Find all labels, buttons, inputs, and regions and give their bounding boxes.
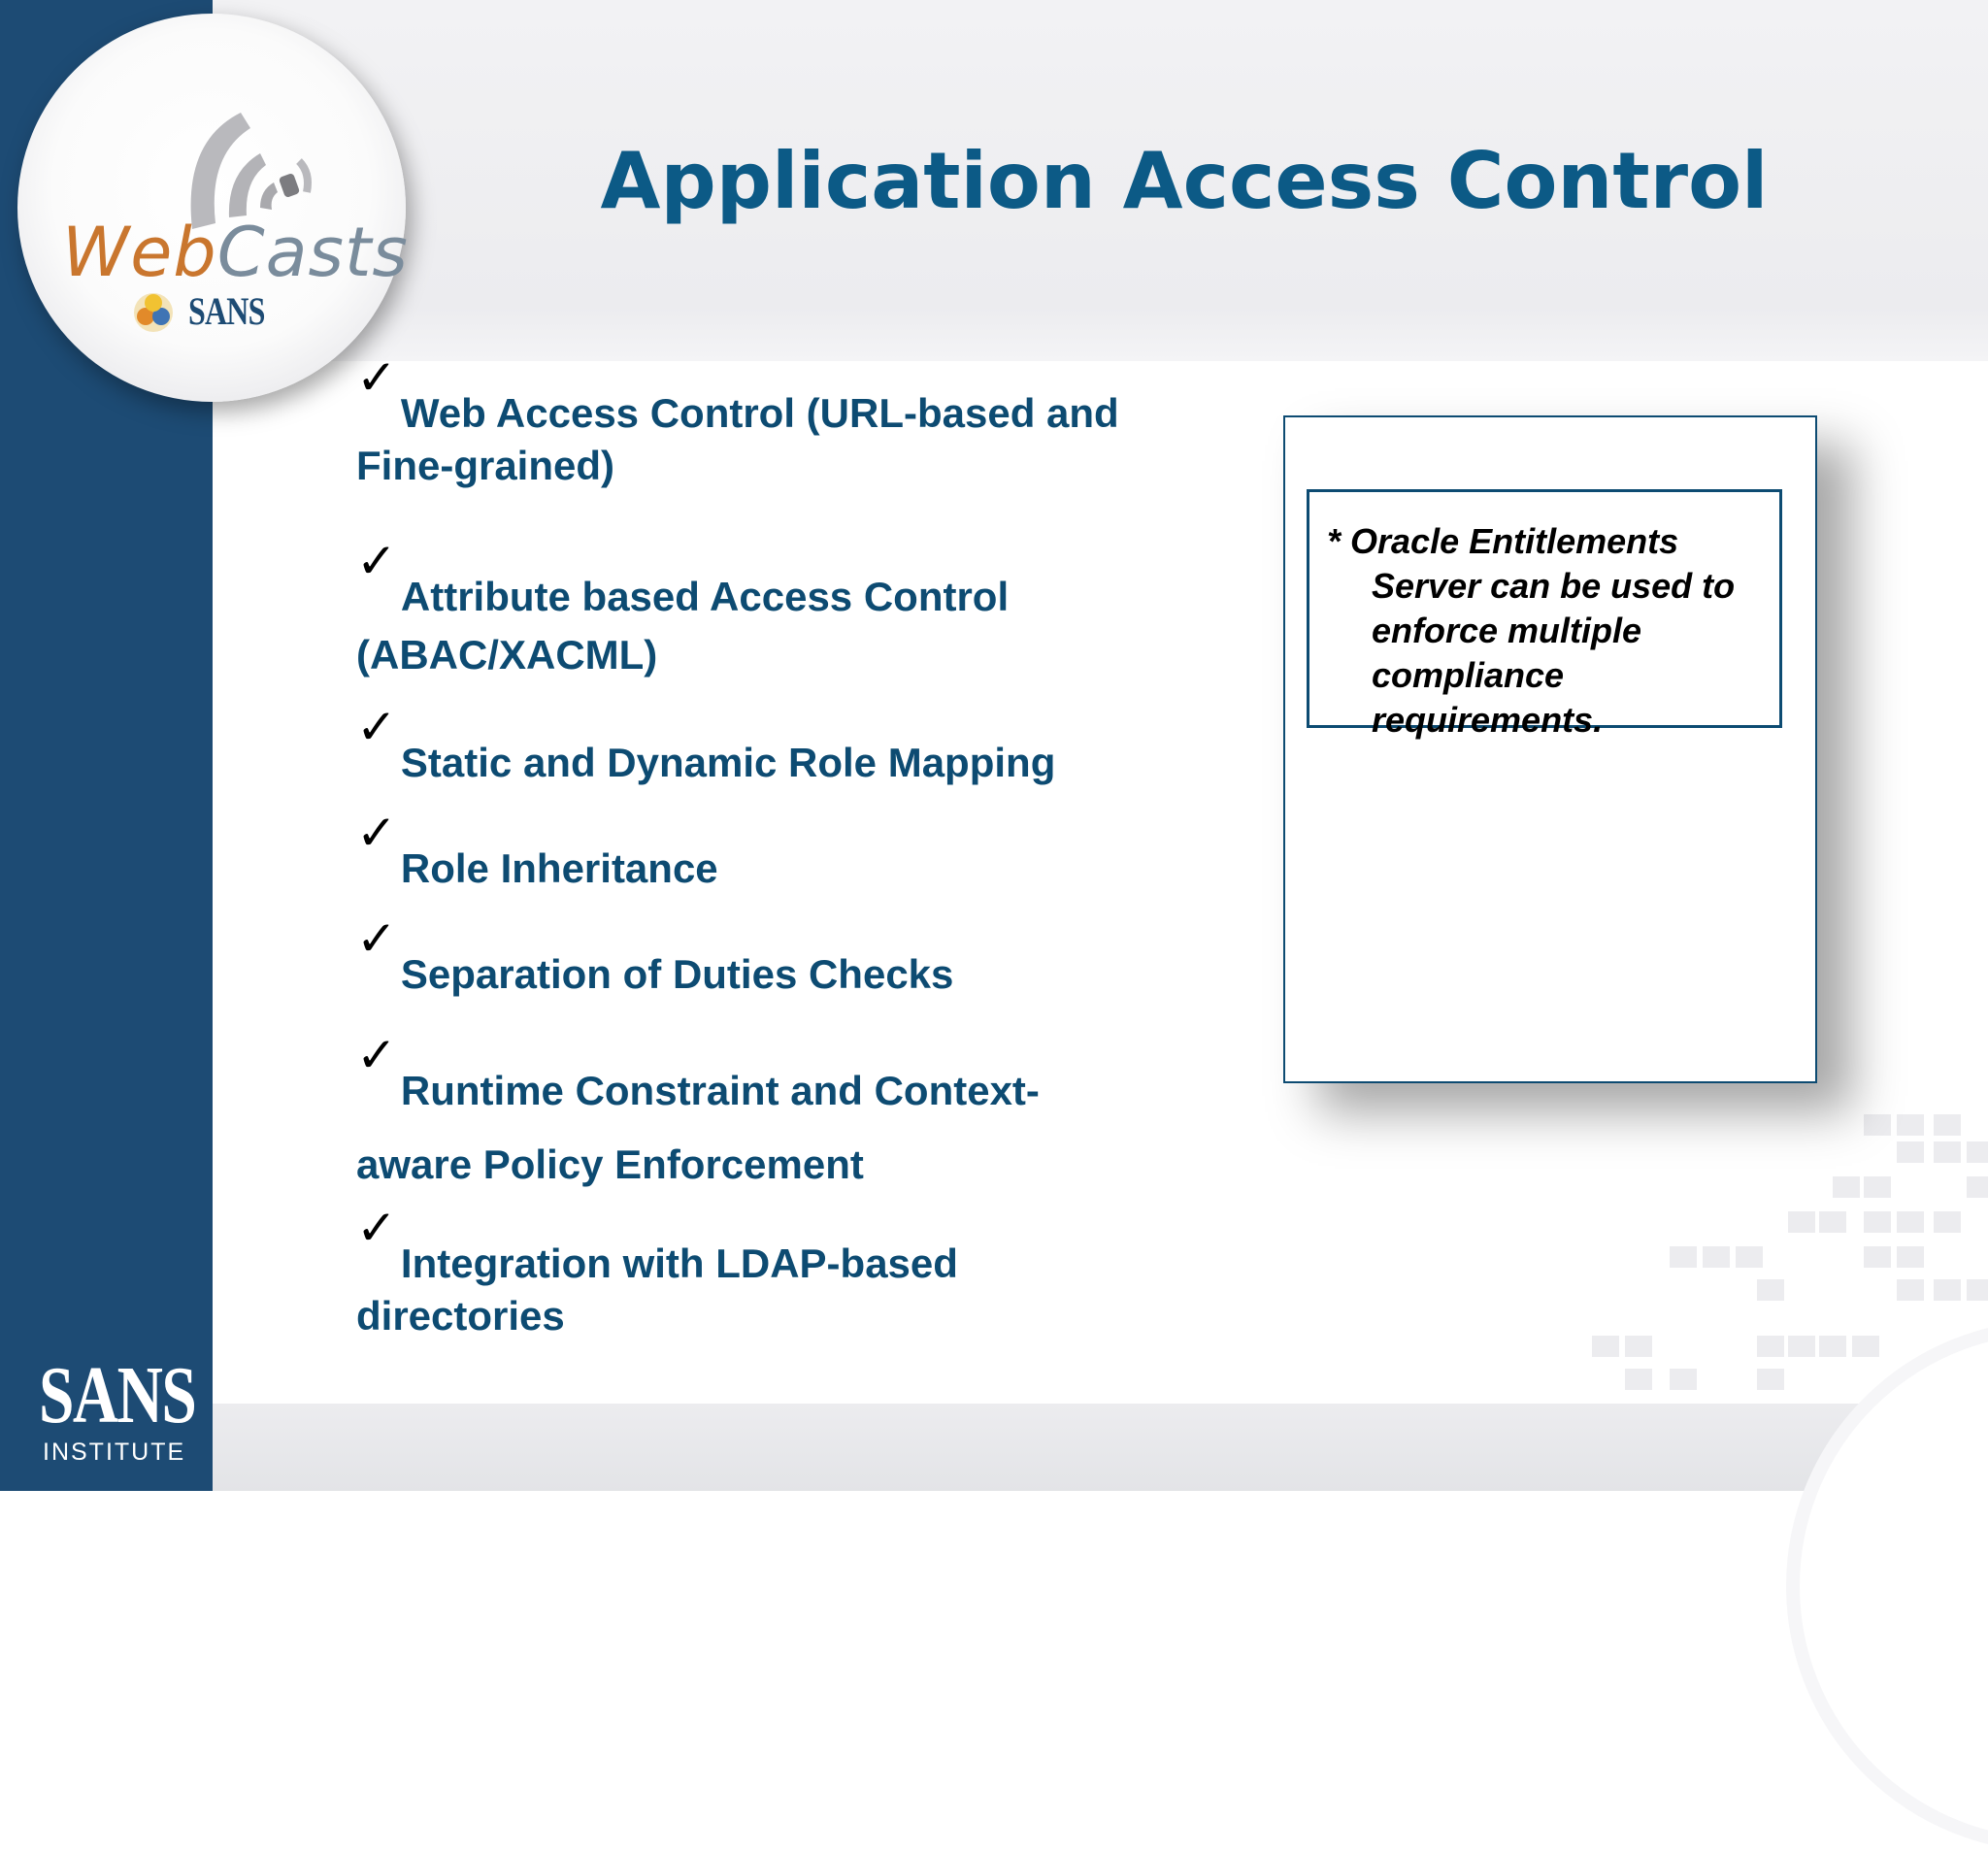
checkmark-icon: ✓ bbox=[356, 349, 397, 406]
bullet-item bbox=[356, 533, 1230, 684]
bullet-item bbox=[356, 805, 1230, 895]
sans-dots-icon bbox=[126, 287, 181, 334]
slide-title: Application Access Control bbox=[600, 136, 1769, 226]
bullet-item bbox=[356, 1200, 1230, 1342]
bullet-line1: Attribute based Access Control bbox=[400, 574, 1010, 619]
bullet-line2: (ABAC/XACML) bbox=[356, 632, 658, 678]
logo-web-text: Web bbox=[62, 213, 217, 292]
bullet-line2: Fine-grained) bbox=[356, 443, 615, 488]
note-box bbox=[1307, 489, 1782, 740]
bullet-line1: Static and Dynamic Role Mapping bbox=[400, 740, 1056, 785]
bullet-line2: directories bbox=[356, 1293, 565, 1339]
checkmark-icon: ✓ bbox=[356, 910, 397, 967]
checkmark-icon: ✓ bbox=[356, 533, 397, 589]
webcasts-wordmark bbox=[62, 213, 409, 292]
bullet-item bbox=[356, 910, 1230, 1001]
logo-sans-sub bbox=[126, 287, 283, 334]
logo-sans-text: SANS bbox=[188, 288, 265, 333]
checkmark-icon: ✓ bbox=[356, 699, 397, 755]
side-panel bbox=[1283, 415, 1817, 1083]
checkmark-icon: ✓ bbox=[356, 805, 397, 861]
logo-casts-text: Casts bbox=[216, 213, 409, 292]
footer-strip bbox=[213, 1404, 1988, 1491]
bullet-line1: Runtime Constraint and Context- bbox=[400, 1068, 1040, 1113]
checkmark-icon: ✓ bbox=[356, 1200, 397, 1256]
bullet-item bbox=[356, 699, 1230, 789]
sans-institute-logo bbox=[39, 1350, 196, 1467]
bullet-item bbox=[356, 1027, 1230, 1202]
bullet-line1: Role Inheritance bbox=[400, 845, 718, 891]
bullet-line2: aware Policy Enforcement bbox=[356, 1141, 864, 1187]
bullet-line1: Separation of Duties Checks bbox=[400, 951, 954, 997]
sans-logo-name: SANS bbox=[39, 1350, 196, 1440]
note-text: * Oracle Entitlements Server can be used to enforce multiple compliance requirements. bbox=[1327, 521, 1736, 740]
webcasts-logo bbox=[17, 14, 409, 402]
bullet-item bbox=[356, 349, 1230, 492]
sans-logo-tagline: INSTITUTE bbox=[43, 1439, 186, 1466]
checkmark-icon: ✓ bbox=[356, 1027, 397, 1083]
bullet-line1: Integration with LDAP-based bbox=[400, 1240, 958, 1286]
bullet-line1: Web Access Control (URL-based and bbox=[400, 390, 1119, 436]
